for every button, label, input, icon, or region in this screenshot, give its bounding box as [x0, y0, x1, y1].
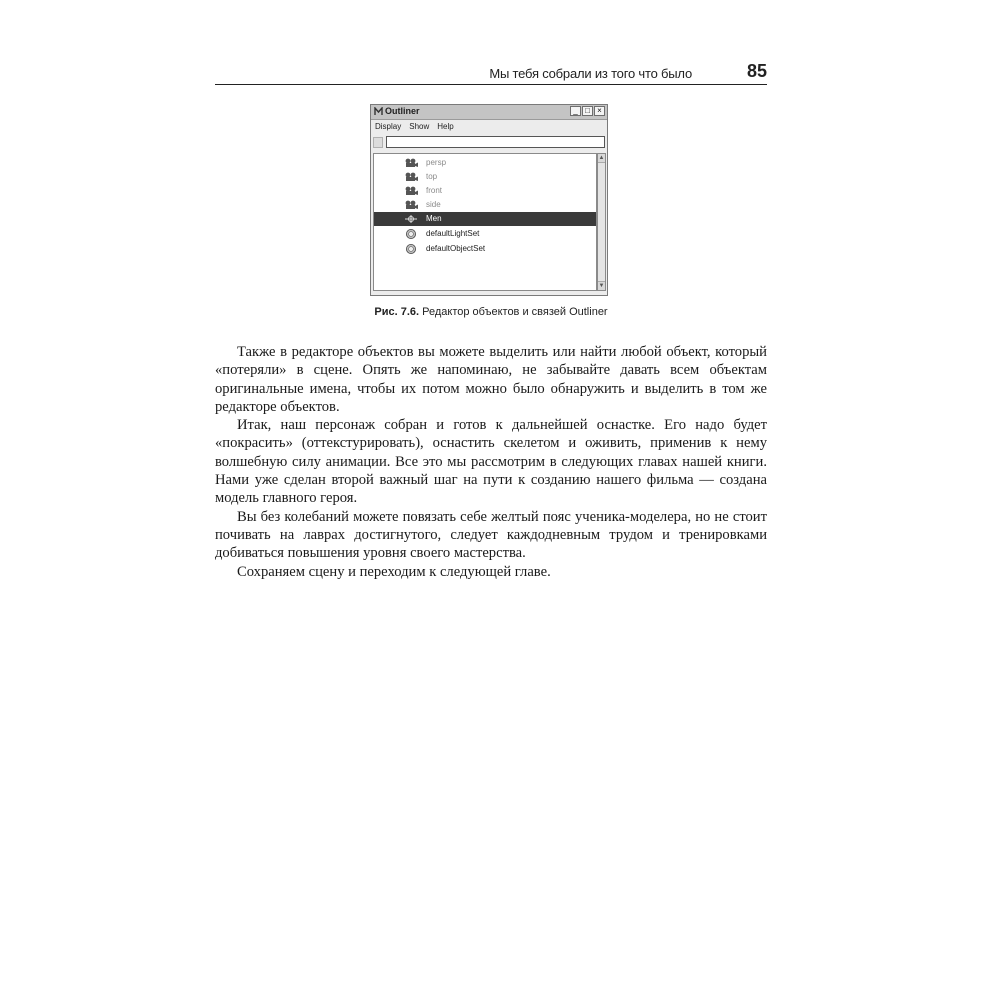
list-item-label: defaultLightSet	[426, 229, 480, 238]
body-text	[215, 343, 767, 581]
window-title: Outliner	[385, 106, 420, 116]
list-item[interactable]	[374, 227, 596, 241]
set-icon	[404, 244, 418, 254]
page-number: 85	[746, 61, 767, 81]
running-title: Мы тебя собрали из того что было	[489, 66, 692, 81]
minimize-button[interactable]: _	[570, 106, 581, 116]
list-item[interactable]	[374, 242, 596, 256]
filter-input[interactable]	[386, 136, 605, 148]
paragraph: Вы без колебаний можете повязать себе желтый пояс ученика-моделера, но не стоит почивать на лаврах достигнутого, следует каждодневным трудом и тренировками добиваться повышения уровня своего мастерства.	[215, 508, 767, 562]
list-item-selected[interactable]	[374, 212, 596, 226]
list-item-label: side	[426, 200, 441, 209]
list-item-label: defaultObjectSet	[426, 244, 486, 253]
transform-node-icon	[404, 214, 418, 224]
filter-icon[interactable]	[373, 137, 383, 148]
running-header	[215, 60, 767, 85]
figure-caption	[215, 306, 767, 318]
window-controls	[570, 106, 605, 117]
paragraph: Итак, наш персонаж собран и готов к дальнейшей оснастке. Его надо будет «покрасить» (оттекстурировать), оснастить скелетом и оживить, применив к нему волшебную силу анимации. Все это мы рассмотрим в следующих главах нашей книги. Нами уже сделан второй важный шаг на пути к созданию нашего фильма — создана модель главного героя.	[215, 417, 767, 507]
maximize-button[interactable]: □	[582, 106, 593, 116]
menu-help[interactable]: Help	[437, 122, 454, 131]
paragraph: Также в редакторе объектов вы можете выделить или найти любой объект, который «потеряли» в сцене. Опять же напоминаю, не забывайте давать всем объектам оригинальные имена, чтобы их потом можно было обнаружить и выделить в том же редакторе объектов.	[215, 344, 767, 415]
paragraph: Сохраняем сцену и переходим к следующей главе.	[237, 563, 551, 580]
menubar	[371, 120, 607, 134]
list-item[interactable]	[374, 184, 596, 198]
camera-icon	[404, 172, 418, 182]
camera-icon	[404, 186, 418, 196]
set-icon	[404, 229, 418, 239]
vertical-scrollbar[interactable]	[597, 153, 606, 291]
filter-row	[373, 136, 605, 150]
menu-display[interactable]: Display	[375, 122, 402, 131]
figure-caption-text: Редактор объектов и связей Outliner	[422, 306, 608, 318]
close-button[interactable]: ×	[594, 106, 605, 116]
list-item-label: persp	[426, 158, 447, 167]
window-titlebar[interactable]	[371, 105, 607, 120]
camera-icon	[404, 158, 418, 168]
outliner-list	[373, 153, 597, 291]
list-item-label: top	[426, 172, 438, 181]
list-item[interactable]	[374, 170, 596, 184]
scroll-down-icon[interactable]: ▼	[598, 283, 605, 289]
maya-app-icon	[374, 107, 383, 116]
scroll-up-icon[interactable]: ▲	[598, 155, 605, 161]
list-item[interactable]	[374, 156, 596, 170]
menu-show[interactable]: Show	[409, 122, 430, 131]
camera-icon	[404, 200, 418, 210]
list-item-label: Men	[426, 214, 442, 223]
list-item-label: front	[426, 186, 443, 195]
list-item[interactable]	[374, 198, 596, 212]
figure-label: Рис. 7.6.	[374, 306, 420, 318]
outliner-window	[370, 104, 608, 296]
